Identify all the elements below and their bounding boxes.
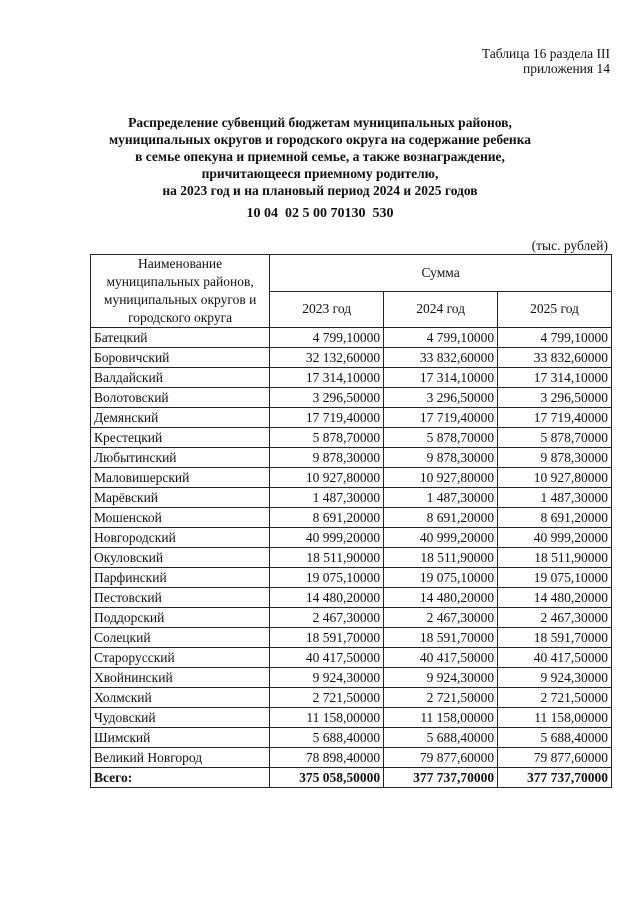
year-header-2025: 2025 год [498, 291, 612, 328]
municipality-name: Окуловский [91, 548, 270, 568]
table-body [91, 328, 612, 788]
amount-cell: 3 296,50000 [270, 388, 384, 408]
amount-cell: 18 591,70000 [270, 628, 384, 648]
amount-cell: 17 314,10000 [384, 368, 498, 388]
amount-cell: 8 691,20000 [270, 508, 384, 528]
amount-cell: 9 924,30000 [270, 668, 384, 688]
amount-cell: 5 688,40000 [270, 728, 384, 748]
table-row [91, 428, 612, 448]
amount-cell: 19 075,10000 [270, 568, 384, 588]
amount-cell: 40 417,50000 [498, 648, 612, 668]
municipality-name: Марёвский [91, 488, 270, 508]
municipality-name: Любытинский [91, 448, 270, 468]
table-row [91, 468, 612, 488]
amount-cell: 5 878,70000 [498, 428, 612, 448]
amount-cell: 4 799,10000 [498, 328, 612, 348]
municipality-name: Великий Новгород [91, 748, 270, 768]
amount-cell: 19 075,10000 [384, 568, 498, 588]
amount-cell: 33 832,60000 [498, 348, 612, 368]
amount-cell: 5 878,70000 [384, 428, 498, 448]
table-row [91, 348, 612, 368]
amount-cell: 8 691,20000 [498, 508, 612, 528]
title-line: муниципальных округов и городского округа на содержание ребенка [108, 132, 532, 147]
amount-cell: 3 296,50000 [498, 388, 612, 408]
amount-cell: 2 721,50000 [384, 688, 498, 708]
units-label: (тыс. рублей) [531, 238, 608, 253]
amount-cell: 9 878,30000 [384, 448, 498, 468]
amount-cell: 8 691,20000 [384, 508, 498, 528]
amount-cell: 17 719,40000 [498, 408, 612, 428]
municipality-name: Парфинский [91, 568, 270, 588]
amount-cell: 2 467,30000 [270, 608, 384, 628]
amount-cell: 10 927,80000 [270, 468, 384, 488]
table-row [91, 608, 612, 628]
amount-cell: 17 314,10000 [498, 368, 612, 388]
amount-cell: 17 314,10000 [270, 368, 384, 388]
table-row [91, 668, 612, 688]
subvention-table [90, 254, 612, 788]
amount-cell: 79 877,60000 [498, 748, 612, 768]
municipality-name: Крестецкий [91, 428, 270, 448]
amount-cell: 1 487,30000 [384, 488, 498, 508]
amount-cell: 79 877,60000 [384, 748, 498, 768]
amount-cell: 11 158,00000 [384, 708, 498, 728]
municipality-name: Маловишерский [91, 468, 270, 488]
amount-cell: 1 487,30000 [270, 488, 384, 508]
table-row [91, 708, 612, 728]
year-header-2024: 2024 год [384, 291, 498, 328]
table-row [91, 688, 612, 708]
amount-cell: 2 467,30000 [498, 608, 612, 628]
amount-cell: 10 927,80000 [384, 468, 498, 488]
total-amount-cell: 375 058,50000 [270, 768, 384, 788]
municipality-name: Холмский [91, 688, 270, 708]
amount-cell: 78 898,40000 [270, 748, 384, 768]
municipality-name: Боровичский [91, 348, 270, 368]
amount-cell: 14 480,20000 [270, 588, 384, 608]
amount-cell: 9 924,30000 [498, 668, 612, 688]
municipality-name: Валдайский [91, 368, 270, 388]
amount-cell: 18 511,90000 [270, 548, 384, 568]
amount-cell: 18 591,70000 [498, 628, 612, 648]
amount-cell: 4 799,10000 [384, 328, 498, 348]
table-row [91, 628, 612, 648]
table-row [91, 388, 612, 408]
municipality-name: Шимский [91, 728, 270, 748]
amount-cell: 5 688,40000 [384, 728, 498, 748]
amount-cell: 17 719,40000 [270, 408, 384, 428]
document-title [60, 114, 580, 199]
amount-cell: 5 688,40000 [498, 728, 612, 748]
amount-cell: 10 927,80000 [498, 468, 612, 488]
amount-cell: 2 721,50000 [270, 688, 384, 708]
table-row [91, 528, 612, 548]
amount-cell: 9 878,30000 [498, 448, 612, 468]
amount-cell: 33 832,60000 [384, 348, 498, 368]
amount-cell: 14 480,20000 [384, 588, 498, 608]
amount-cell: 9 878,30000 [270, 448, 384, 468]
table-row [91, 328, 612, 348]
municipality-name: Старорусский [91, 648, 270, 668]
municipality-name: Чудовский [91, 708, 270, 728]
table-row [91, 748, 612, 768]
total-amount-cell: 377 737,70000 [384, 768, 498, 788]
amount-cell: 18 511,90000 [498, 548, 612, 568]
table-row [91, 648, 612, 668]
title-line: Распределение субвенций бюджетам муниципальных районов, [128, 115, 512, 130]
title-line: причитающееся приемному родителю, [201, 166, 439, 181]
municipality-name: Хвойнинский [91, 668, 270, 688]
total-row [91, 768, 612, 788]
table-row [91, 548, 612, 568]
amount-cell: 14 480,20000 [498, 588, 612, 608]
amount-cell: 11 158,00000 [270, 708, 384, 728]
amount-cell: 40 999,20000 [384, 528, 498, 548]
sum-column-header: Сумма [270, 255, 612, 292]
municipality-name: Пестовский [91, 588, 270, 608]
appendix-line: приложения 14 [522, 61, 610, 76]
amount-cell: 18 591,70000 [384, 628, 498, 648]
municipality-name: Мошенской [91, 508, 270, 528]
amount-cell: 40 417,50000 [384, 648, 498, 668]
municipality-name: Солецкий [91, 628, 270, 648]
municipality-name: Демянский [91, 408, 270, 428]
table-row [91, 728, 612, 748]
total-amount-cell: 377 737,70000 [498, 768, 612, 788]
title-line: на 2023 год и на плановый период 2024 и 2025 годов [162, 183, 478, 198]
table-row [91, 448, 612, 468]
amount-cell: 11 158,00000 [498, 708, 612, 728]
amount-cell: 1 487,30000 [498, 488, 612, 508]
amount-cell: 40 999,20000 [498, 528, 612, 548]
table-row [91, 488, 612, 508]
total-label: Всего: [91, 768, 270, 788]
amount-cell: 17 719,40000 [384, 408, 498, 428]
year-header-2023: 2023 год [270, 291, 384, 328]
table-row [91, 408, 612, 428]
amount-cell: 9 924,30000 [384, 668, 498, 688]
table-row [91, 508, 612, 528]
amount-cell: 5 878,70000 [270, 428, 384, 448]
amount-cell: 32 132,60000 [270, 348, 384, 368]
amount-cell: 40 417,50000 [270, 648, 384, 668]
title-line: в семье опекуна и приемной семье, а также вознаграждение, [135, 149, 505, 164]
table-row [91, 368, 612, 388]
table-row [91, 588, 612, 608]
municipality-name: Волотовский [91, 388, 270, 408]
municipality-name: Батецкий [91, 328, 270, 348]
amount-cell: 40 999,20000 [270, 528, 384, 548]
amount-cell: 2 467,30000 [384, 608, 498, 628]
table-ref-line: Таблица 16 раздела III [481, 46, 610, 61]
amount-cell: 3 296,50000 [384, 388, 498, 408]
municipality-name: Новгородский [91, 528, 270, 548]
amount-cell: 4 799,10000 [270, 328, 384, 348]
budget-code: 10 04 02 5 00 70130 530 [246, 206, 394, 221]
municipality-name: Поддорский [91, 608, 270, 628]
table-reference [482, 46, 610, 76]
amount-cell: 18 511,90000 [384, 548, 498, 568]
amount-cell: 19 075,10000 [498, 568, 612, 588]
amount-cell: 2 721,50000 [498, 688, 612, 708]
name-column-header: Наименование муниципальных районов, муниципальных округов и городского округа [91, 255, 270, 328]
table-row [91, 568, 612, 588]
